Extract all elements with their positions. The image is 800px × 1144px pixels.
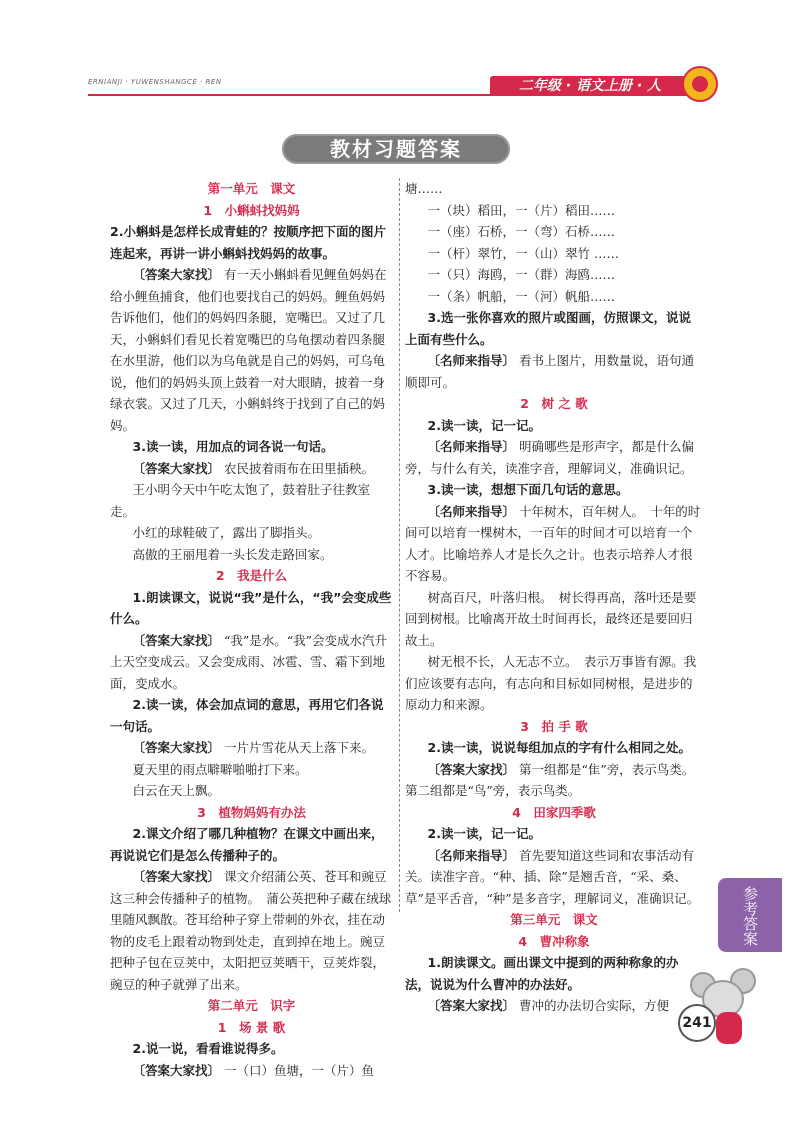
answer-text: 一（只）海鸥，一（群）海鸥…… [427, 267, 616, 282]
unit-title: 第一单元 课文 [207, 181, 296, 196]
answer-text: 第一组都是“隹”旁，表示鸟类。第二组都是“鸟”旁，表示鸟类。 [405, 761, 695, 798]
answer [405, 436, 703, 479]
answer-text: 夏天里的雨点噼噼啪啪打下来。 [132, 761, 308, 777]
answer-text: 小红的球鞋破了，露出了脚指头。 [132, 525, 321, 540]
question: 2.小蝌蚪是怎样长成青蛙的？按顺序把下面的图片连起来，再讲一讲小蝌蚪找妈妈的故事。 [110, 224, 386, 261]
answer-text: 塘…… [405, 181, 443, 196]
header-grade-tab: 二年级 · 语文上册 · 人 [490, 76, 690, 96]
answer-text: 王小明今天中午吃太饱了，鼓着肚子往教室走。 [110, 482, 371, 519]
answer-text: 树无根不长，人无志不立。 表示万事皆有源。我们应该要有志向，有志向和目标如同树根，是进步的原动力和来源。 [405, 654, 697, 712]
column-divider [399, 178, 400, 912]
question: 2.说一说，看看谁说得多。 [132, 1041, 284, 1056]
answer-tag: 〔答案大家找〕 [132, 1062, 221, 1078]
answer [405, 845, 703, 910]
answer [110, 1060, 393, 1082]
answer-text: 高傲的王丽甩着一头长发走路回家。 [132, 546, 333, 562]
answer-tag: 〔答案大家找〕 [132, 632, 221, 648]
section-banner: 教材习题答案 [282, 134, 510, 164]
answer-tag: 〔答案大家找〕 [132, 740, 221, 755]
lesson-title: 4 田家四季歌 [512, 804, 596, 820]
header-subject-code: ERNIANJI · YUWENSHANGCE · REN [88, 78, 222, 86]
answer [110, 866, 393, 995]
answer-text: 一片片雪花从天上落下来。 [224, 740, 375, 755]
answer-text: 白云在天上飘。 [132, 783, 221, 798]
answer-text: 一（杆）翠竹，一（山）翠竹 …… [427, 245, 619, 261]
answer-text: 树高百尺，叶落归根。 树长得再高，落叶还是要回到树根。比喻离开故土时间再长，最终还是要回归故土。 [405, 589, 697, 648]
question: 2.读一读，记一记。 [427, 826, 541, 841]
answer [110, 264, 393, 436]
left-column [110, 178, 393, 1081]
answer [405, 501, 703, 587]
question: 2.读一读，体会加点词的意思，再用它们各说一句话。 [110, 697, 384, 734]
right-column [405, 178, 703, 1017]
answer-text: 一（条）帆船，一（河）帆船…… [427, 288, 616, 304]
answer-text: 看书上图片，用数量说，语句通顺即可。 [405, 353, 695, 390]
question: 2.读一读，说说每组加点的字有什么相同之处。 [427, 740, 691, 755]
publisher-logo-icon [682, 66, 718, 102]
answer-text: 十年树木，百年树人。 十年的时间可以培育一棵树木，一百年的时间才可以培育一个人才。比喻培养人才是长久之计。也表示培养人才很不容易。 [405, 503, 701, 583]
answer-text: 一（座）石桥，一（弯）石桥…… [427, 224, 616, 239]
lesson-title: 2 我是什么 [215, 568, 288, 583]
question: 2.课文介绍了哪几种植物？在课文中画出来，再说说它们是怎么传播种子的。 [110, 826, 384, 863]
unit-title: 第二单元 识字 [207, 998, 296, 1013]
answer-tag: 〔答案大家找〕 [132, 869, 221, 884]
question: 1.朗读课文。画出课文中提到的两种称象的办法，说说为什么曹冲的办法好。 [405, 955, 679, 992]
reference-answers-tab[interactable] [718, 878, 782, 952]
answer-text: 课文介绍蒲公英、苍耳和豌豆这三种会传播种子的植物。 蒲公英把种子藏在绒球里随风飘散。苍耳给种子穿上带刺的外衣，挂在动物的皮毛上跟着动物到处走，直到掉在地上。豌豆把种子包在豆荚中，太阳把豆荚晒干，豆荚炸裂，豌豆的种子就弹了出来。 [110, 869, 392, 992]
question: 1.朗读课文，说说“我”是什么，“我”会变成些什么。 [110, 589, 392, 626]
answer-tag: 〔名师来指导〕 [427, 847, 516, 863]
unit-title: 第三单元 课文 [510, 912, 598, 927]
answer [405, 995, 703, 1017]
answer-text: 首先要知道这些词和农事活动有关。读准字音。“种、插、除”是翘舌音，“采、桑、草”是平舌音，“种”是多音字，理解词义，准确识记。 [405, 847, 700, 906]
lesson-title: 1 场 景 歌 [217, 1019, 286, 1035]
answer-tag: 〔名师来指导〕 [427, 503, 516, 519]
answer [405, 759, 703, 802]
answer-text: 一（块）稻田，一（片）稻田…… [427, 202, 616, 218]
page-number: 241 [678, 1004, 716, 1042]
answer-tag: 〔答案大家找〕 [427, 998, 516, 1013]
lesson-title: 2 树 之 歌 [520, 396, 588, 411]
lesson-title: 4 曹冲称象 [518, 933, 590, 949]
answer-text: 农民披着雨布在田里插秧。 [224, 460, 375, 476]
answer-tag: 〔名师来指导〕 [427, 353, 516, 368]
answer-text: 有一天小蝌蚪看见鲤鱼妈妈在给小鲤鱼捕食，他们也要找自己的妈妈。鲤鱼妈妈告诉他们，他们的妈妈四条腿，宽嘴巴。又过了几天，小蝌蚪们看见长着宽嘴巴的乌龟摆动着四条腿在水里游，他们以为乌龟就是自己的妈妈，可乌龟说，他们的妈妈头顶上鼓着一对大眼睛，披着一身绿衣裳。又过了几天，小蝌蚪终于找到了自己的妈妈。 [110, 267, 387, 433]
question: 3.选一张你喜欢的照片或图画，仿照课文，说说上面有些什么。 [405, 310, 691, 347]
question: 2.读一读，记一记。 [427, 417, 541, 433]
question: 3.读一读，想想下面几句话的意思。 [427, 482, 629, 497]
answer-text: 一（口）鱼塘，一（片）鱼 [224, 1062, 375, 1078]
lesson-title: 1 小蝌蚪找妈妈 [203, 202, 300, 218]
answer-tag: 〔答案大家找〕 [132, 460, 221, 476]
answer-tag: 〔名师来指导〕 [427, 439, 516, 454]
answer-tag: 〔答案大家找〕 [132, 267, 221, 282]
answer-text: “我”是水。“我”会变成水汽升上天空变成云。又会变成雨、冰雹、雪、霜下到地面，变成水。 [110, 632, 388, 691]
lesson-title: 3 拍 手 歌 [520, 718, 588, 734]
answer-text: 曹冲的办法切合实际，方便 [519, 998, 670, 1013]
question: 3.读一读，用加点的词各说一句话。 [132, 439, 334, 454]
mascot-icon [716, 1012, 742, 1044]
answer [110, 458, 393, 480]
answer-text: 明确哪些是形声字，都是什么偏旁，与什么有关，读准字音，理解词义，准确识记。 [405, 439, 695, 476]
answer [405, 350, 703, 393]
lesson-title: 3 植物妈妈有办法 [197, 804, 306, 820]
answer [110, 630, 393, 695]
answer [110, 737, 393, 759]
reference-answers-label: 参考答案 [741, 886, 759, 946]
answer-tag: 〔答案大家找〕 [427, 761, 516, 777]
